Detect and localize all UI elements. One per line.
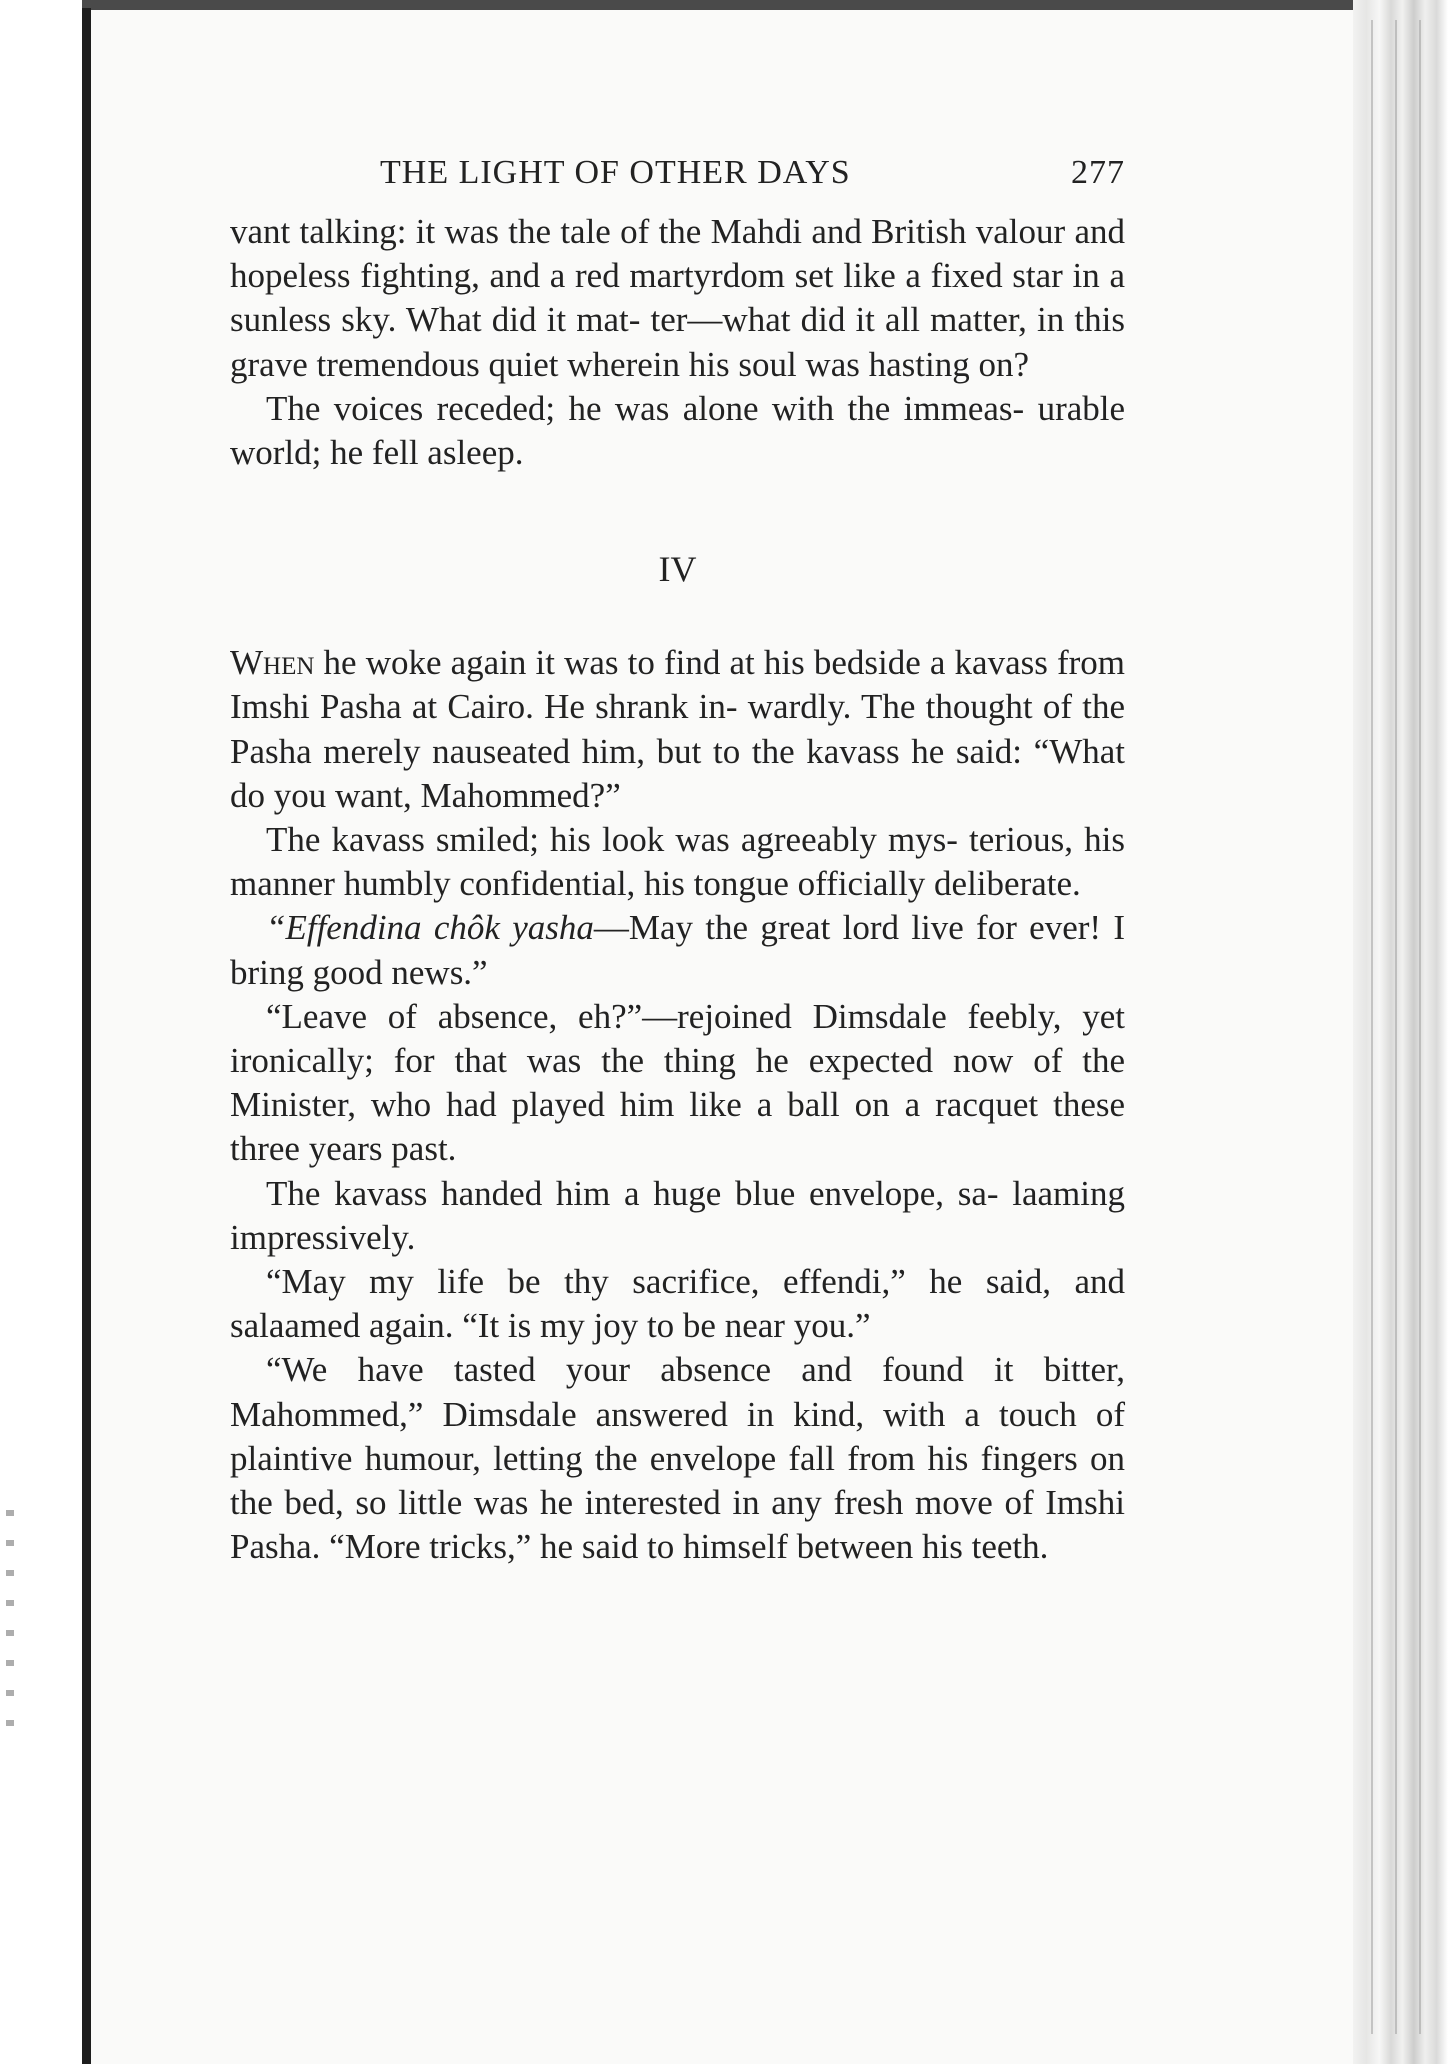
text-line: laaming impressively. xyxy=(230,1173,1125,1257)
text-line: vant talking: it was the tale of the Mahdi and British xyxy=(230,212,967,251)
text-line: from his fingers on the bed, so little was he interested xyxy=(230,1438,1125,1523)
facing-page-margin xyxy=(0,0,82,2064)
page-text-block xyxy=(230,150,1125,1569)
text-line: terious, his manner humbly confidential, his tongue xyxy=(230,820,1125,904)
text-line: set like a fixed star in a sunless sky. What did it mat- xyxy=(230,256,1126,340)
text-line: quiet wherein his soul was hasting on? xyxy=(488,344,1029,384)
paragraph xyxy=(230,1348,1125,1569)
text-line: urable world; he fell asleep. xyxy=(230,388,1126,473)
text-line: “Leave of absence, eh?”—rejoined Dimsdale feebly, xyxy=(266,996,1062,1036)
text-line: “We have tasted your absence and found it bitter, xyxy=(266,1350,1125,1390)
text-line: “May my life be thy sacrifice, effendi,” he said, and xyxy=(266,1262,1125,1302)
text-line: kavass from Imshi Pasha at Cairo. He shrank in- xyxy=(230,643,1125,727)
italic-phrase: “Effendina chôk yasha xyxy=(266,908,594,948)
text-line: he woke again it was to find at his bedside a xyxy=(314,643,946,683)
page-fore-edge xyxy=(1353,0,1448,2064)
text-line: ever! I bring good news.” xyxy=(230,908,1125,992)
text-line: touch of plaintive humour, letting the envelope fall xyxy=(230,1394,1125,1478)
text-line: yet ironically; for that was the thing he expected now xyxy=(230,996,1126,1081)
text-line: valour and hopeless fighting, and a red martyrdom xyxy=(230,212,1126,296)
text-line: The kavass smiled; his look was agreeably mys- xyxy=(266,820,958,860)
text-line: The kavass handed him a huge blue envelope, sa- xyxy=(266,1173,999,1213)
page-edge-line xyxy=(1419,20,1421,2034)
paragraph xyxy=(230,995,1125,1172)
text-line: wardly. The thought of the Pasha merely nauseated xyxy=(230,687,1125,771)
paragraph xyxy=(230,906,1125,994)
text-line: Mahommed,” Dimsdale answered in kind, with a xyxy=(230,1394,980,1434)
lead-small-caps: When xyxy=(230,643,315,683)
paragraph xyxy=(230,387,1125,475)
text-line: The voices receded; he was alone with the immeas- xyxy=(266,388,1025,428)
text-line: said to himself between his teeth. xyxy=(581,1527,1049,1567)
paragraph xyxy=(230,818,1125,906)
text-line: —May the great lord live for xyxy=(593,908,1017,948)
page-edge-line xyxy=(1371,20,1373,2034)
paragraph xyxy=(230,1260,1125,1348)
running-title: THE LIGHT OF OTHER DAYS xyxy=(380,154,851,191)
text-line: salaamed again. “It is my joy to be near you.” xyxy=(230,1306,871,1346)
text-line: of the Minister, who had played him like a ball on xyxy=(230,1041,1126,1125)
text-line: Mahommed?” xyxy=(420,775,621,815)
paragraph xyxy=(230,210,1125,387)
text-line: ter—what did it all matter, in this grave tremendous xyxy=(230,300,1125,384)
paragraph xyxy=(230,1172,1125,1260)
text-line: him, but to the kavass he said: “What do you want, xyxy=(230,731,1126,815)
text-line: in any fresh move of Imshi Pasha. “More tricks,” he xyxy=(230,1483,1125,1567)
text-line: a racquet these three years past. xyxy=(230,1085,1126,1169)
section-heading: IV xyxy=(658,549,697,590)
book-gutter-edge xyxy=(82,8,91,2064)
page-number: 277 xyxy=(1071,154,1125,191)
scan-top-edge xyxy=(0,0,1448,10)
page-edge-line xyxy=(1395,20,1397,2034)
margin-specks xyxy=(6,1510,14,1750)
running-head xyxy=(230,150,1125,210)
text-line: officially deliberate. xyxy=(797,864,1081,904)
paragraph xyxy=(230,641,1125,818)
